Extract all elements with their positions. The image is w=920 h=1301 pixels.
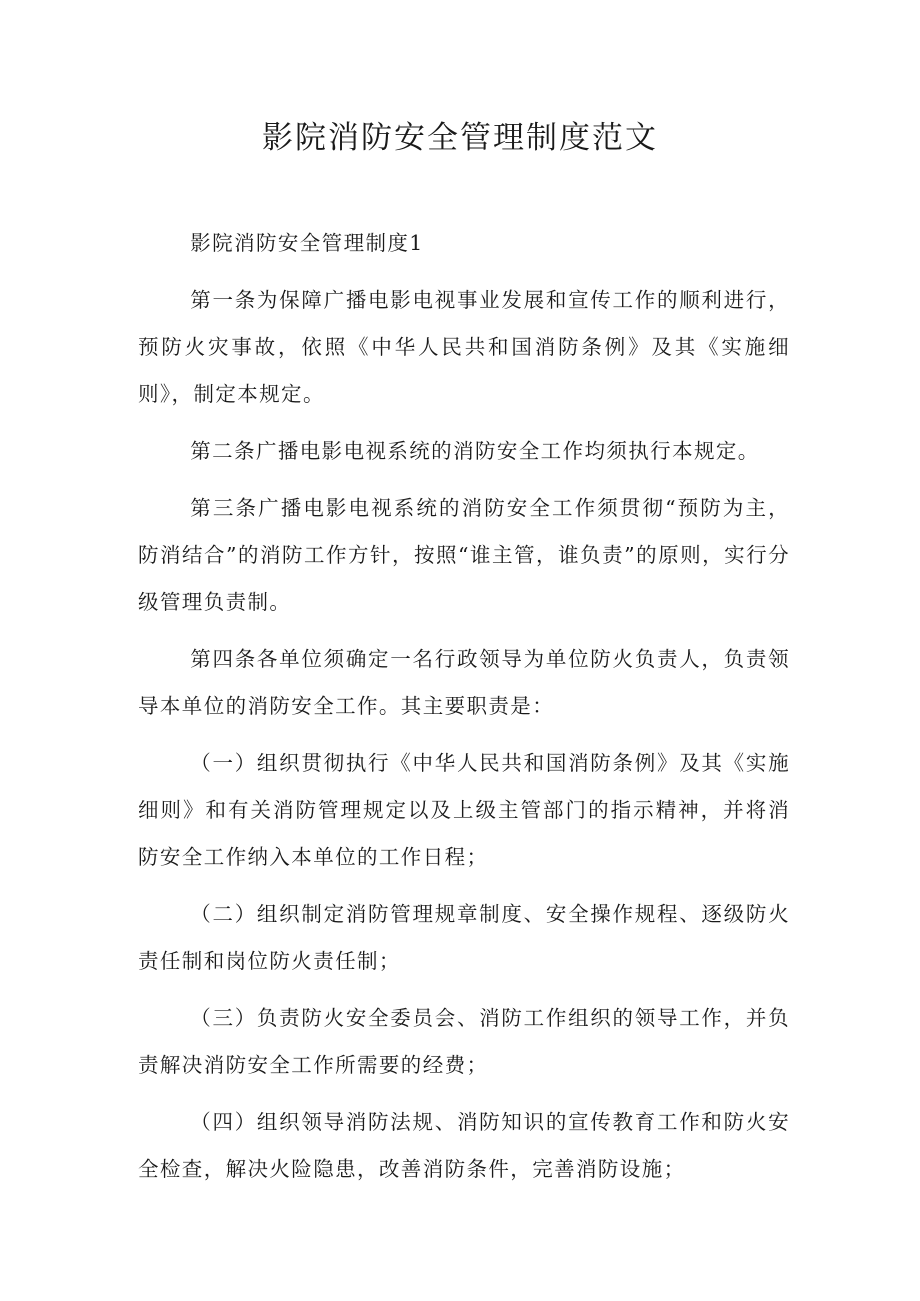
document-title: 影院消防安全管理制度范文 — [262, 120, 658, 156]
paragraph-duty-2: （二）组织制定消防管理规章制度、安全操作规程、逐级防火责任制和岗位防火责任制； — [138, 902, 790, 973]
paragraph-article-3: 第三条广播电影电视系统的消防安全工作须贯彻“预防为主，防消结合”的消防工作方针，按照“谁主管，谁负责”的原则，实行分级管理负责制。 — [138, 496, 790, 614]
paragraph-duty-4: （四）组织领导消防法规、消防知识的宣传教育工作和防火安全检查，解决火险隐患，改善消防条件，完善消防设施； — [138, 1110, 790, 1181]
paragraph-article-1: 第一条为保障广播电影电视事业发展和宣传工作的顺利进行，预防火灾事故，依照《中华人民共和国消防条例》及其《实施细则》，制定本规定。 — [138, 288, 790, 406]
section-heading: 影院消防安全管理制度1 — [190, 231, 424, 255]
paragraph-article-2: 第二条广播电影电视系统的消防安全工作均须执行本规定。 — [190, 439, 760, 463]
paragraph-duty-3: （三）负责防火安全委员会、消防工作组织的领导工作，并负责解决消防安全工作所需要的经费； — [138, 1006, 790, 1077]
document-body — [138, 220, 790, 1193]
paragraph-article-4: 第四条各单位须确定一名行政领导为单位防火负责人，负责领导本单位的消防安全工作。其主要职责是： — [138, 647, 790, 718]
paragraph-duty-1: （一）组织贯彻执行《中华人民共和国消防条例》及其《实施细则》和有关消防管理规定以及上级主管部门的指示精神，并将消防安全工作纳入本单位的工作日程； — [138, 751, 790, 869]
